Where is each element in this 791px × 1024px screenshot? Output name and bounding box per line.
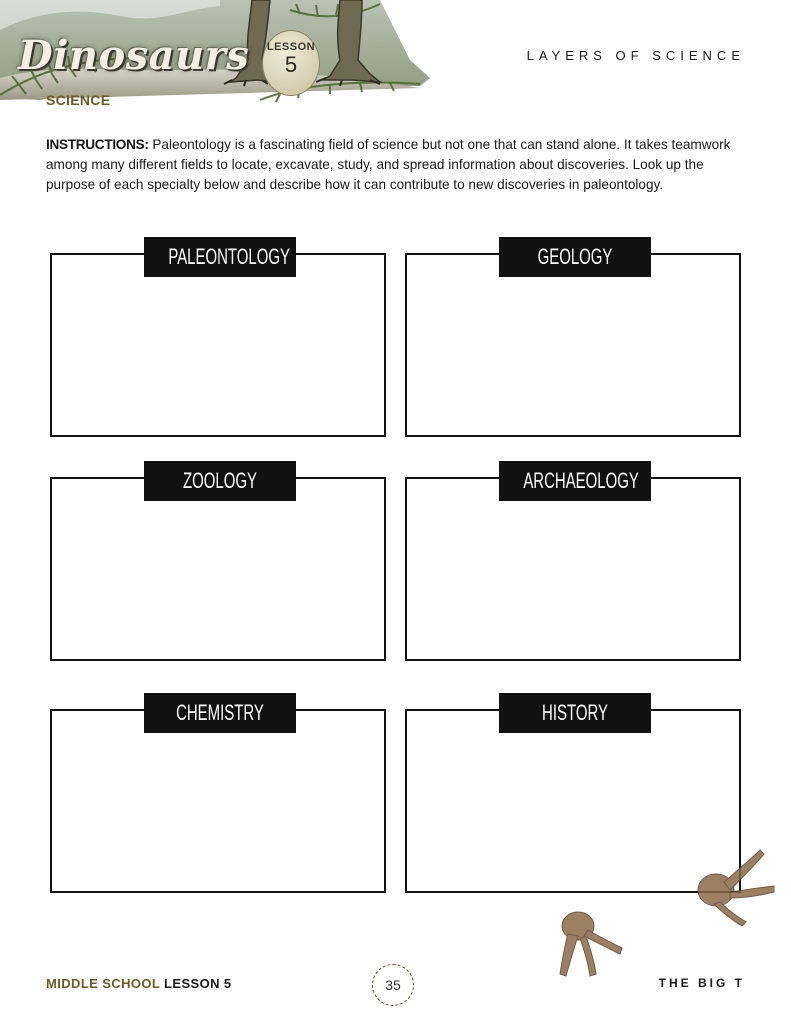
box-label: CHEMISTRY: [176, 700, 264, 725]
response-box-archaeology[interactable]: [405, 468, 741, 661]
response-box-geology[interactable]: [405, 244, 741, 437]
lesson-badge-label: LESSON: [266, 41, 316, 53]
footer-grade-lesson: [46, 976, 232, 991]
box-label-tab: [499, 237, 651, 277]
box-label-tab: [499, 461, 651, 501]
instructions-text: Paleontology is a fascinating field of science but not one that can stand alone. It takes teamwork among many different fields to locate, excavate, study, and spread information about discoveries. Look up the purpose of each specialty below and describe how it can contribute to new discoveries in paleontology.: [46, 137, 731, 192]
page-number: 35: [372, 964, 414, 1006]
series-title: LAYERS OF SCIENCE: [526, 48, 745, 63]
brand-title: Dinosaurs: [18, 32, 250, 79]
instructions-lead: INSTRUCTIONS:: [46, 137, 149, 152]
lesson-badge: [262, 30, 320, 96]
box-label: ARCHAEOLOGY: [523, 468, 639, 493]
lesson-badge-number: 5: [284, 52, 298, 77]
box-label-tab: [144, 237, 296, 277]
dinosaur-footprint-icon: [686, 842, 778, 926]
box-label: HISTORY: [542, 700, 608, 725]
footer-grade: MIDDLE SCHOOL: [46, 976, 161, 991]
box-label: PALEONTOLOGY: [168, 244, 290, 269]
box-label: GEOLOGY: [537, 244, 613, 269]
footer-lesson: LESSON 5: [164, 976, 232, 991]
box-label-tab: [144, 693, 296, 733]
box-label-tab: [499, 693, 651, 733]
instructions: [46, 135, 746, 195]
footer-unit: THE BIG T: [658, 976, 745, 990]
response-box-paleontology[interactable]: [50, 244, 386, 437]
box-label-tab: [144, 461, 296, 501]
subject-tag: SCIENCE: [46, 92, 111, 108]
dinosaur-footprint-icon: [548, 902, 628, 982]
box-label: ZOOLOGY: [183, 468, 257, 493]
response-box-chemistry[interactable]: [50, 700, 386, 893]
response-box-zoology[interactable]: [50, 468, 386, 661]
